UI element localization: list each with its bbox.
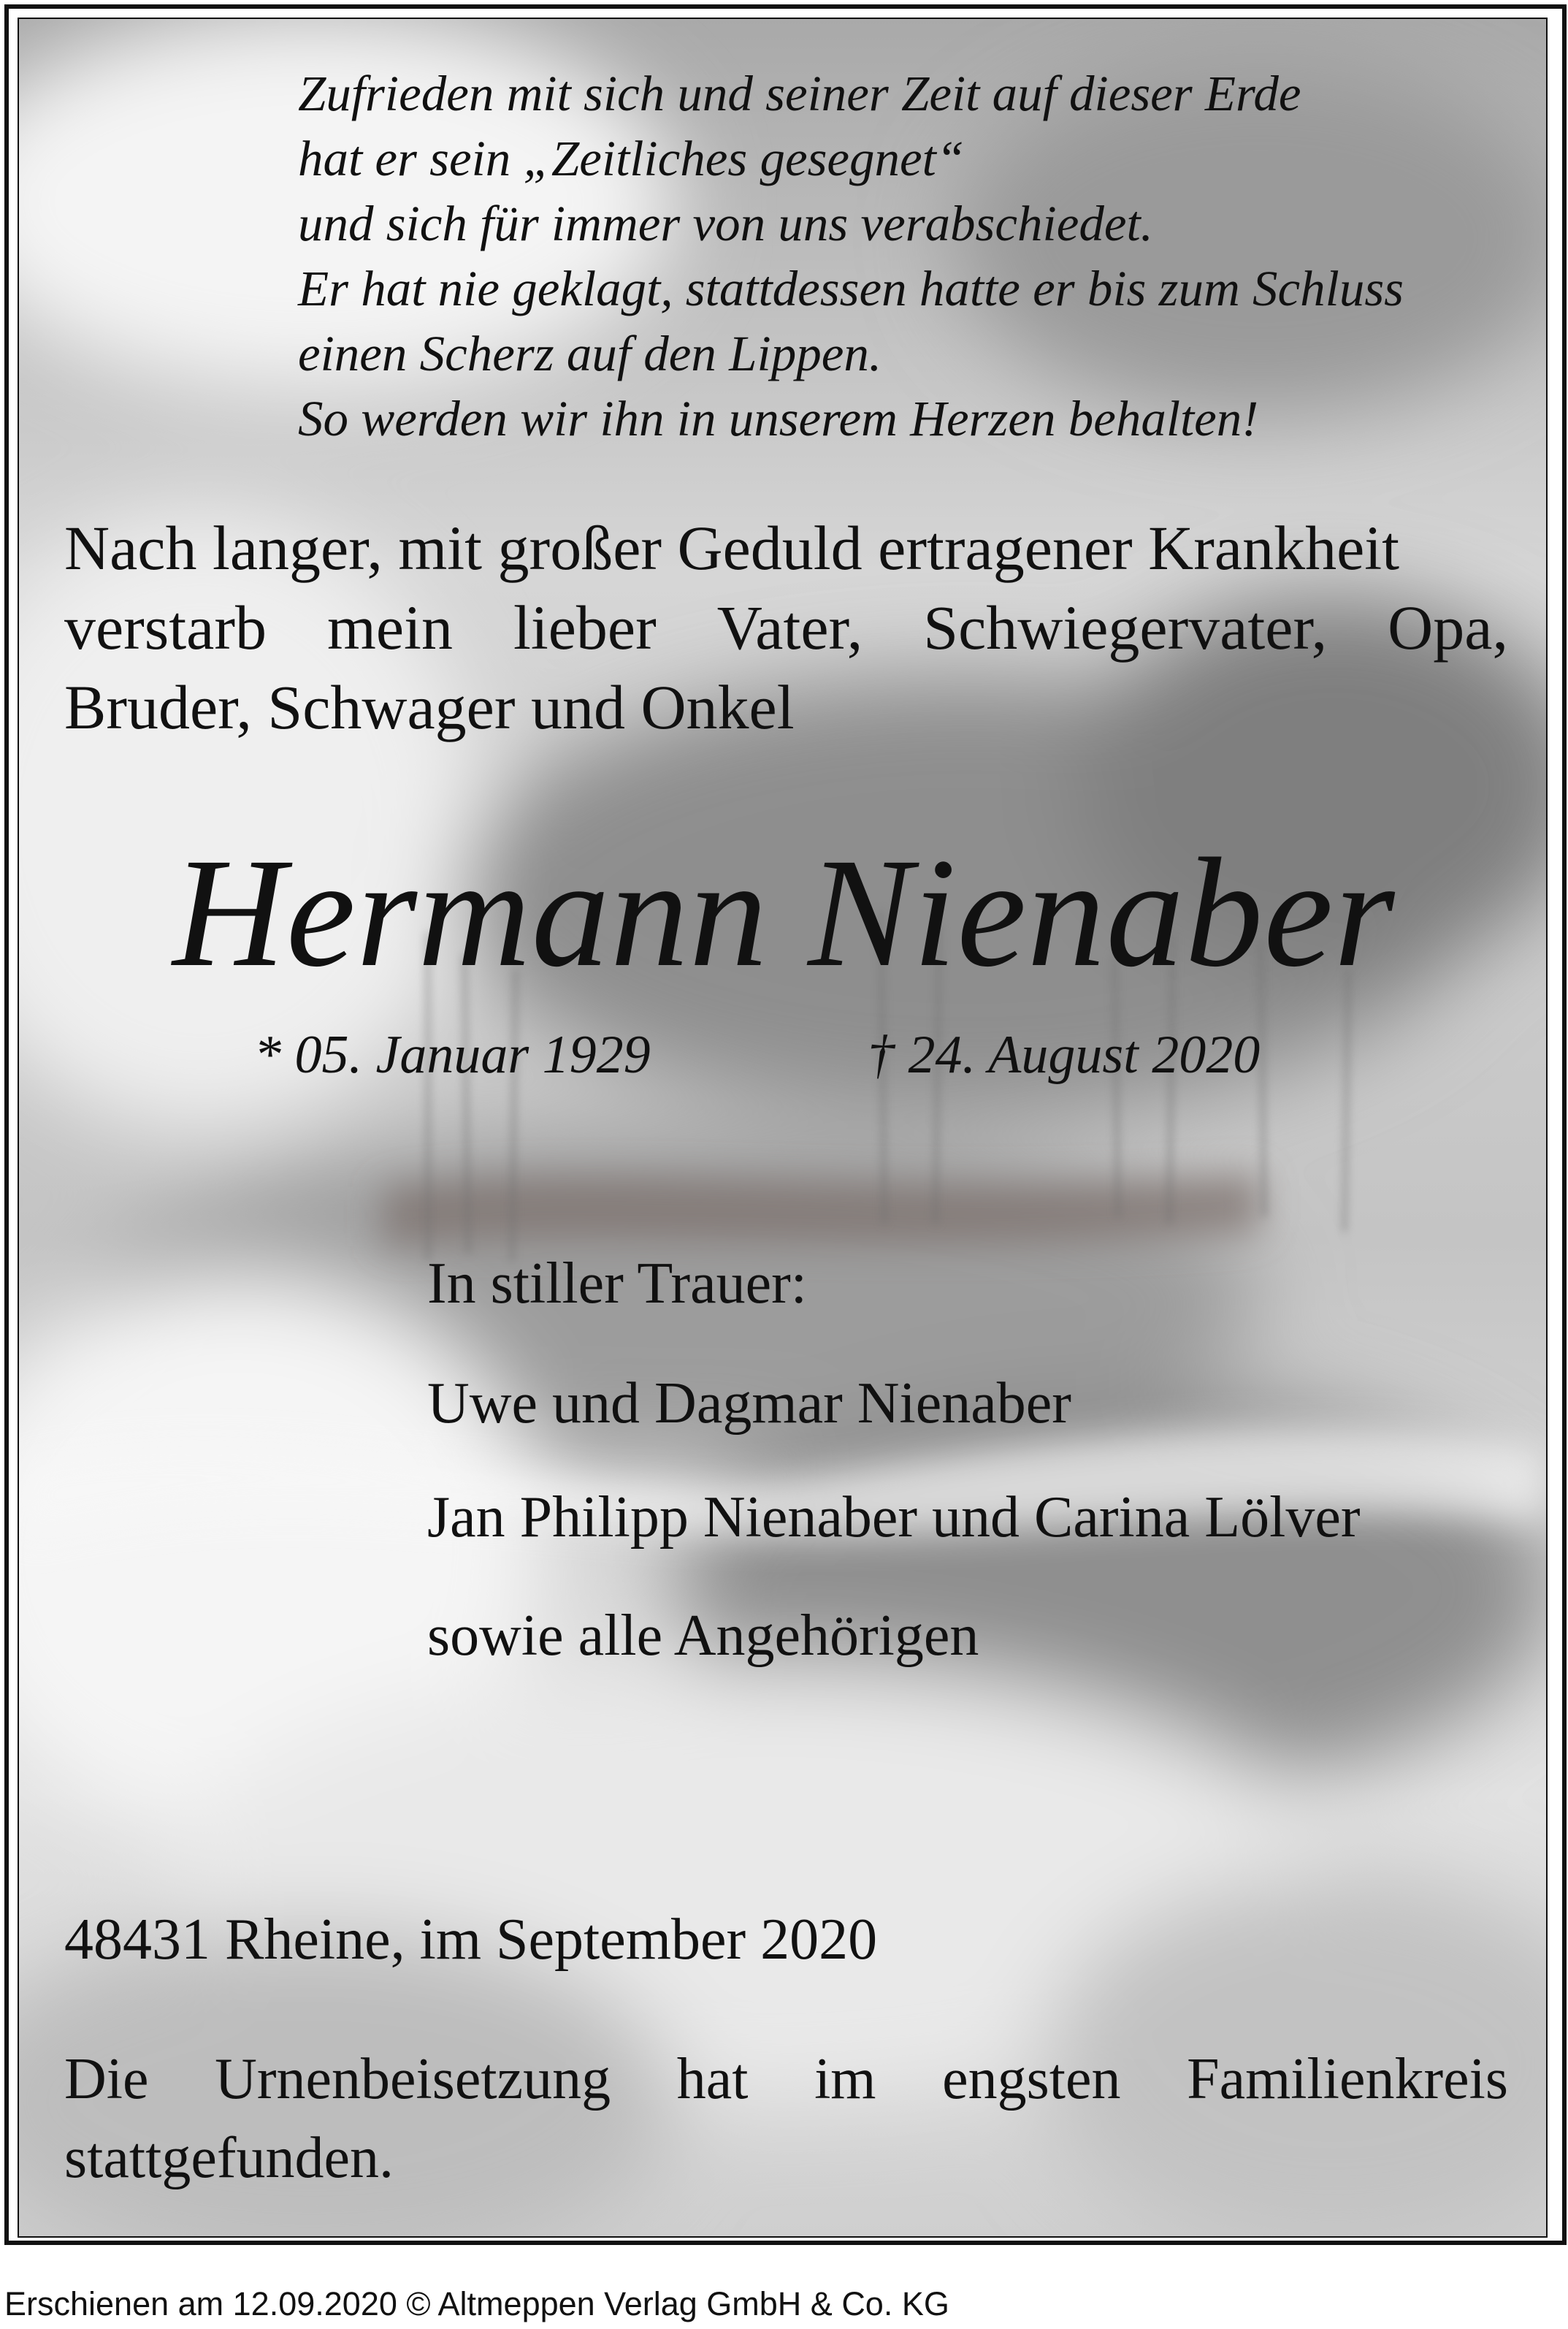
place-and-date: 48431 Rheine, im September 2020	[64, 1907, 878, 1972]
death-date: † 24. August 2020	[868, 1025, 1261, 1085]
motto-verse	[298, 61, 1404, 451]
burial-word: Familienkreis	[1187, 2047, 1508, 2111]
mourner-name: sowie alle Angehörigen	[427, 1604, 979, 1668]
motto-line: einen Scherz auf den Lippen.	[298, 326, 882, 381]
announcement-word: verstarb	[64, 592, 267, 663]
mourner-name: Uwe und Dagmar Nienaber	[427, 1371, 1071, 1436]
announcement-line: Nach langer, mit großer Geduld ertragener Krankheit	[64, 513, 1400, 583]
burial-word: im	[814, 2047, 876, 2111]
announcement-word: mein	[326, 592, 453, 663]
burial-word: hat	[676, 2047, 749, 2111]
deceased-name: Hermann Nienaber	[172, 826, 1396, 999]
announcement-word: Schwiegervater,	[923, 592, 1328, 663]
mourners-heading: In stiller Trauer:	[427, 1251, 807, 1316]
burial-word: engsten	[942, 2047, 1121, 2111]
burial-word: Urnenbeisetzung	[215, 2047, 611, 2111]
death-announcement	[64, 508, 1508, 747]
birth-date: * 05. Januar 1929	[254, 1025, 651, 1085]
burial-line: stattgefunden.	[64, 2126, 394, 2190]
announcement-word: lieber	[513, 592, 657, 663]
burial-notice	[64, 2040, 1508, 2198]
announcement-line: Bruder, Schwager und Onkel	[64, 672, 795, 742]
motto-line: So werden wir ihn in unserem Herzen behalten!	[298, 391, 1259, 446]
motto-line: hat er sein „Zeitliches gesegnet“	[298, 131, 965, 186]
burial-line	[64, 2040, 1508, 2119]
announcement-word: Vater,	[716, 592, 863, 663]
announcement-word: Opa,	[1388, 592, 1508, 663]
publication-credit: Erschienen am 12.09.2020 © Altmeppen Verlag GmbH & Co. KG	[4, 2285, 949, 2322]
burial-word: Die	[64, 2047, 149, 2111]
motto-line: Er hat nie geklagt, stattdessen hatte er bis zum Schluss	[298, 261, 1404, 316]
motto-line: und sich für immer von uns verabschiedet.	[298, 196, 1153, 251]
announcement-line	[64, 588, 1508, 668]
motto-line: Zufrieden mit sich und seiner Zeit auf dieser Erde	[298, 66, 1301, 121]
mourner-name: Jan Philipp Nienaber und Carina Lölver	[427, 1485, 1361, 1550]
